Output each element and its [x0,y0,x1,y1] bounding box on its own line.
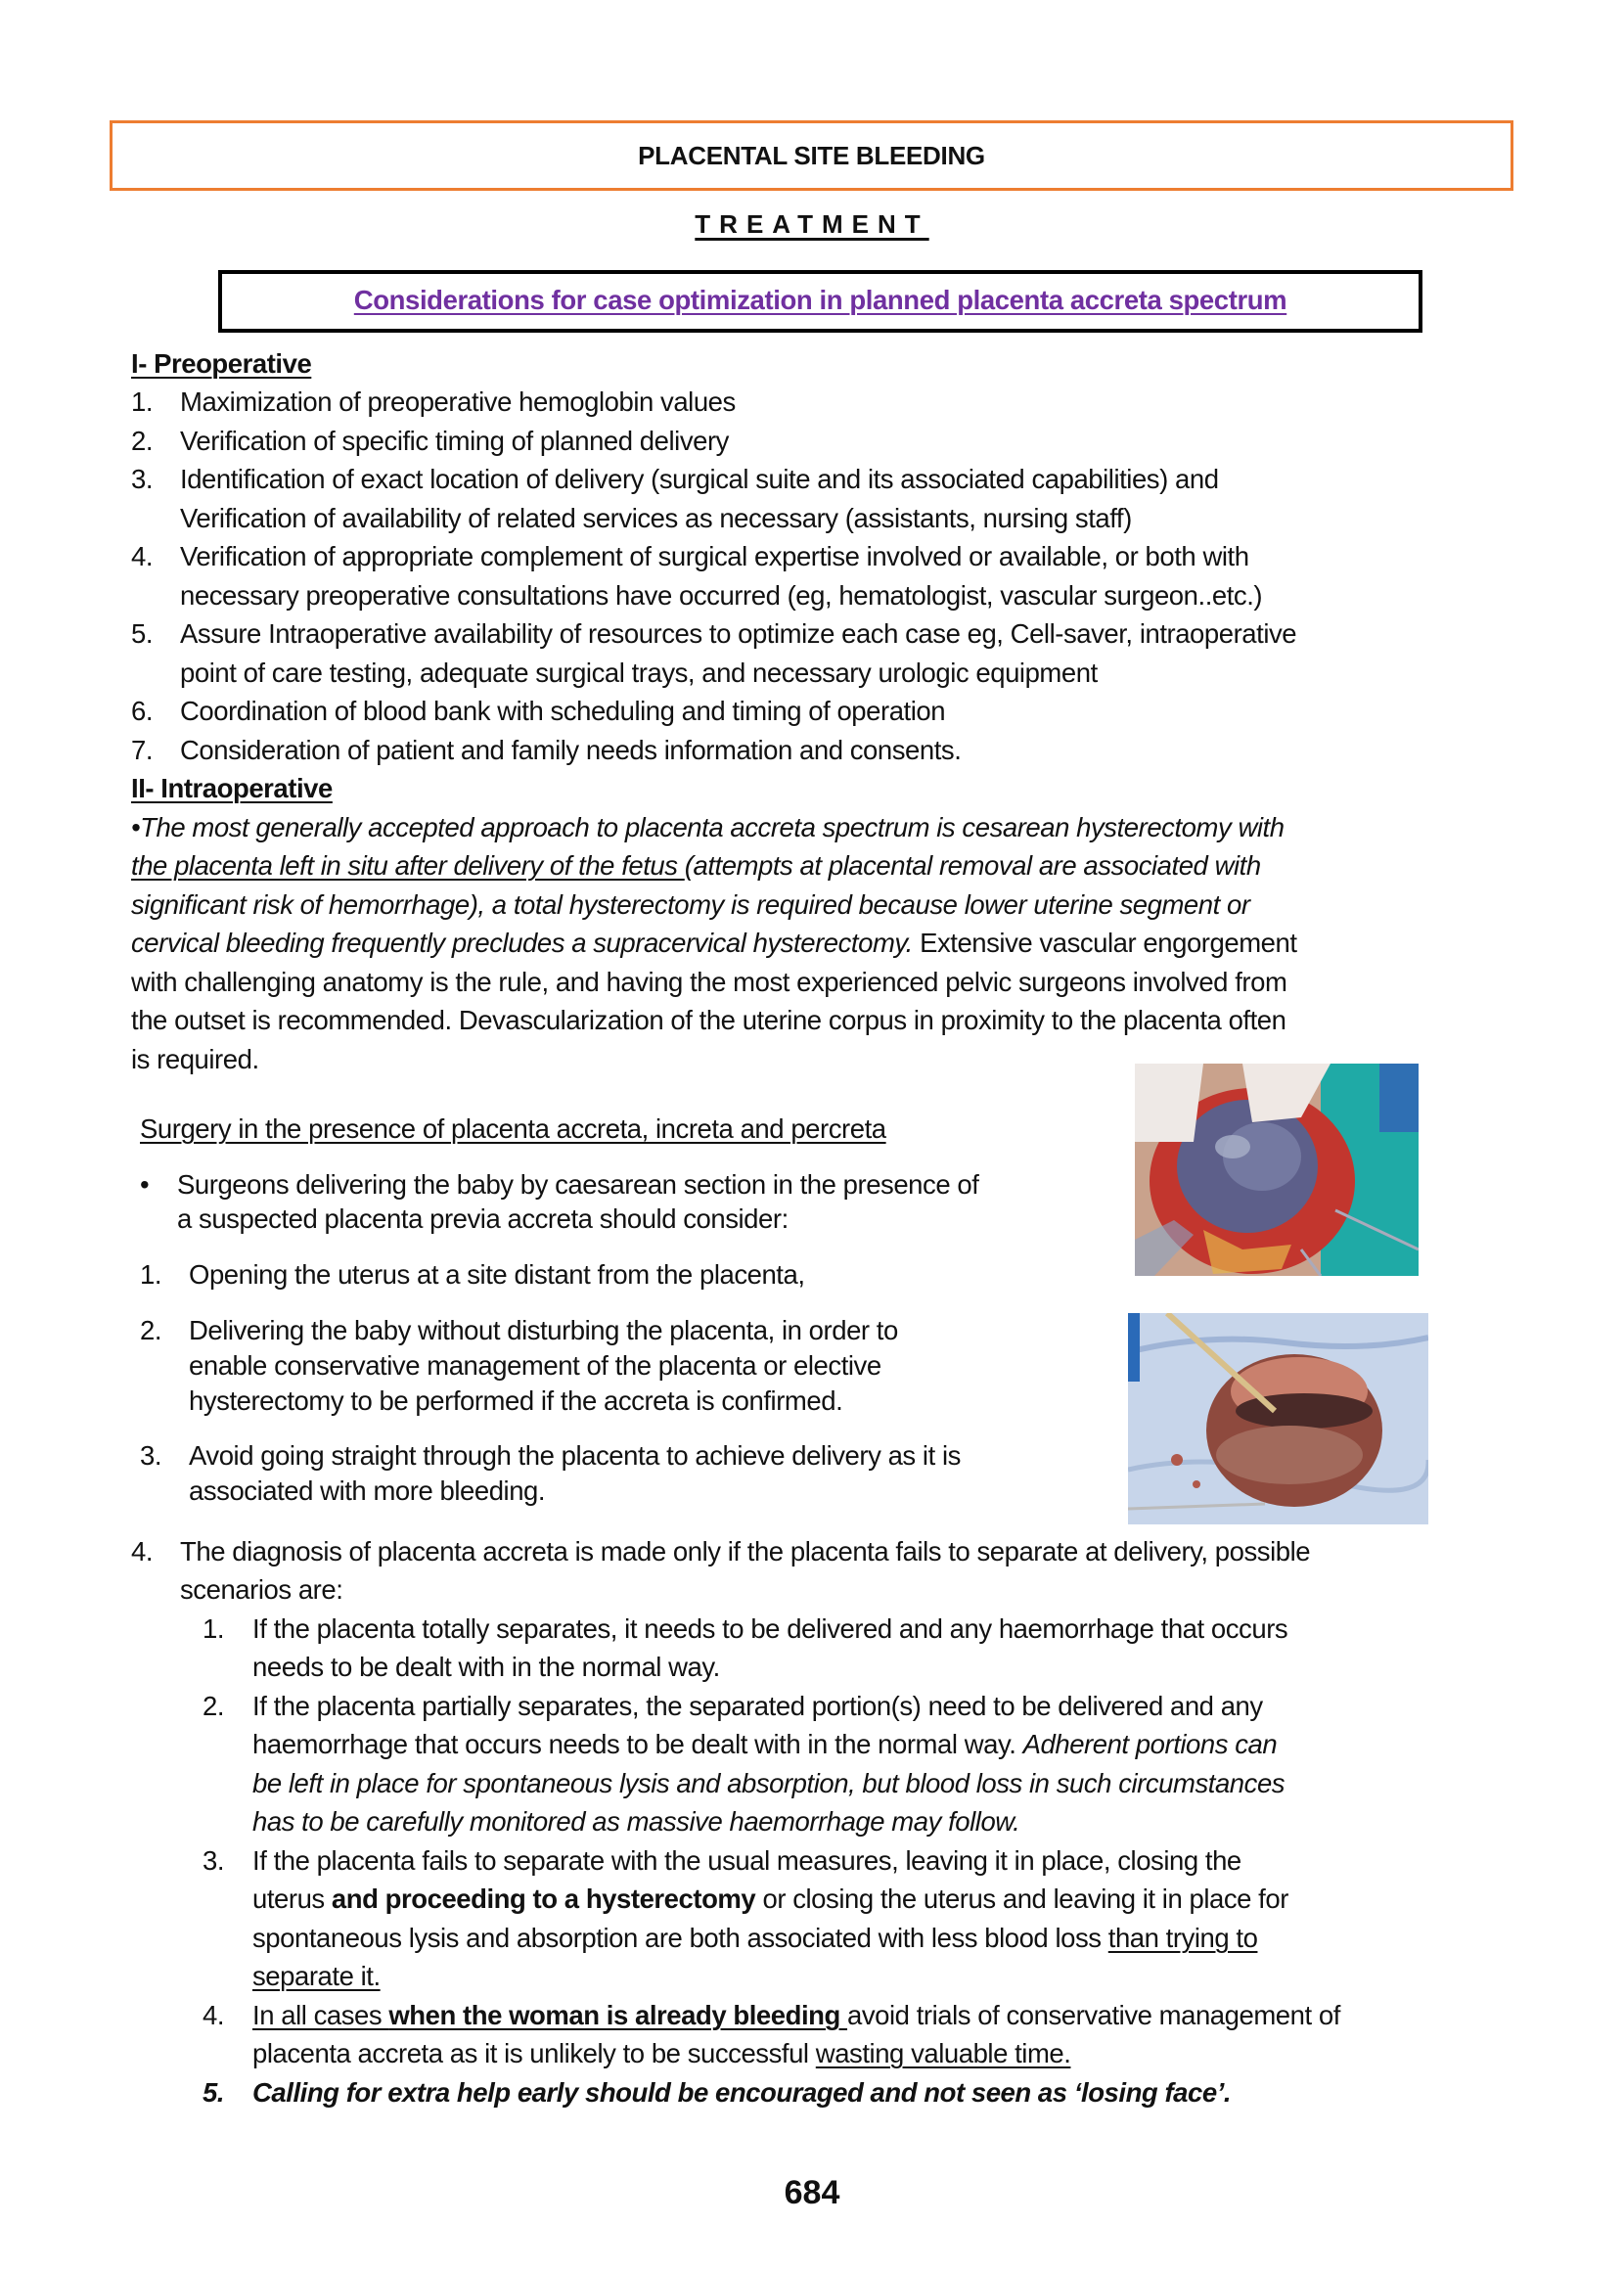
underlined-text: wasting valuable time. [815,2038,1071,2068]
paragraph-line: is required. [131,1044,259,1074]
scenario-number: 4. [203,2000,225,2030]
list-item-continuation: necessary preoperative consultations have occurred (eg, hematologist, vascular surgeon..etc.) [180,580,1263,611]
scenario-text: If the placenta partially separates, the separated portion(s) need to be delivered and any [252,1691,1263,1721]
surgery-subheading: Surgery in the presence of placenta accreta, increta and percreta [140,1113,886,1144]
list-item-continuation: Verification of availability of related services as necessary (assistants, nursing staff) [180,503,1132,533]
bullet-text: Surgeons delivering the baby by caesarean section in the presence of [177,1169,979,1200]
list-number: 1. [140,1259,162,1290]
list-item-continuation: enable conservative management of the placenta or elective [189,1350,881,1381]
scenario-text: has to be carefully monitored as massive haemorrhage may follow. [252,1806,1020,1837]
bullet-text: a suspected placenta previa accreta should consider: [177,1203,789,1234]
section-title-treatment: TREATMENT [695,209,929,239]
list-number: 2. [140,1315,162,1345]
page-number: 684 [784,2174,840,2211]
italic-phrase: cervical bleeding frequently precludes a supracervical hysterectomy. [131,928,913,958]
plain-text: spontaneous lysis and absorption are both associated with less blood loss [252,1923,1108,1953]
list-number: 2. [131,426,154,456]
paragraph-text: Extensive vascular engorgement [912,928,1297,958]
paragraph-line: with challenging anatomy is the rule, and having the most experienced pelvic surgeons involved from [131,967,1287,997]
list-number: 5. [131,618,154,649]
list-item: Delivering the baby without disturbing the placenta, in order to [189,1315,898,1345]
paragraph-line [131,846,1261,885]
scenario-text [252,1919,1257,1958]
scenario-text: needs to be dealt with in the normal way. [252,1652,720,1682]
scenario-number: 3. [203,1845,225,1876]
list-item: Assure Intraoperative availability of resources to optimize each case eg, Cell-saver, intraoperative [180,618,1297,649]
list-number: 7. [131,735,154,765]
scenario-number: 5. [203,2077,225,2108]
list-number: 3. [131,464,154,494]
scenario-text: Calling for extra help early should be encouraged and not seen as ‘losing face’. [252,2077,1232,2108]
intraoperative-heading: II- Intraoperative [131,773,333,803]
title-box [110,120,1513,191]
list-item: Maximization of preoperative hemoglobin values [180,386,736,417]
list-item-continuation: scenarios are: [180,1574,343,1605]
list-item: Opening the uterus at a site distant from the placenta, [189,1259,805,1290]
list-number: 4. [131,1536,154,1566]
uterus-photo-graphic [1135,1064,1419,1276]
list-item-continuation: associated with more bleeding. [189,1476,546,1506]
plain-text: or closing the uterus and leaving it in place for [755,1884,1288,1914]
italic-text: Adherent portions can [1022,1729,1278,1759]
list-item: Coordination of blood bank with scheduling and timing of operation [180,696,946,726]
surgical-photo-specimen [1128,1313,1428,1524]
plain-text: avoid trials of conservative management of [847,2000,1340,2030]
list-item: Avoid going straight through the placenta to achieve delivery as it is [189,1440,961,1471]
paragraph-line: significant risk of hemorrhage), a total hysterectomy is required because lower uterine segment or [131,889,1250,920]
scenario-text: If the placenta fails to separate with the usual measures, leaving it in place, closing the [252,1845,1241,1876]
paragraph-line: the outset is recommended. Devascularization of the uterine corpus in proximity to the placenta often [131,1005,1286,1035]
scenario-number: 2. [203,1691,225,1721]
scenario-text: separate it. [252,1961,381,1991]
list-number: 4. [131,541,154,571]
scenario-text [252,2034,1070,2073]
paragraph-line: •The most generally accepted approach to placenta accreta spectrum is cesarean hysterectomy with [131,812,1285,842]
bold-underlined-text: when the woman is already bleeding [388,2000,848,2030]
underlined-text: than trying to [1107,1923,1258,1953]
underlined-text: In all cases [252,2000,389,2030]
surgical-photo-uterus [1135,1064,1419,1276]
paragraph-text: (attempts at placental removal are associated with [684,850,1261,881]
list-item: Identification of exact location of delivery (surgical suite and its associated capabilities) and [180,464,1219,494]
considerations-box [218,270,1422,333]
list-item: Verification of appropriate complement of surgical expertise involved or available, or both with [180,541,1249,571]
list-item: The diagnosis of placenta accreta is made only if the placenta fails to separate at delivery, possible [180,1536,1311,1566]
specimen-photo-graphic [1128,1313,1428,1524]
list-item: Consideration of patient and family needs information and consents. [180,735,962,765]
scenario-text [252,1725,1277,1764]
page-title: PLACENTAL SITE BLEEDING [638,141,985,170]
plain-text: placenta accreta as it is unlikely to be successful [252,2038,816,2068]
scenario-text: If the placenta totally separates, it needs to be delivered and any haemorrhage that occurs [252,1613,1288,1644]
scenario-number: 1. [203,1613,225,1644]
considerations-heading: Considerations for case optimization in planned placenta accreta spectrum [353,285,1287,315]
list-item: Verification of specific timing of planned delivery [180,426,729,456]
paragraph-line [131,924,1297,963]
list-number: 3. [140,1440,162,1471]
bullet-icon: • [140,1169,150,1200]
plain-text: uterus [252,1884,332,1914]
list-item-continuation: point of care testing, adequate surgical trays, and necessary urologic equipment [180,658,1098,688]
preoperative-heading: I- Preoperative [131,348,312,379]
plain-text: haemorrhage that occurs needs to be dealt with in the normal way. [252,1729,1023,1759]
scenario-text: be left in place for spontaneous lysis and absorption, but blood loss in such circumstances [252,1768,1286,1798]
bold-text: and proceeding to a hysterectomy [331,1884,756,1914]
scenario-text [252,1996,1340,2035]
list-number: 1. [131,386,154,417]
list-number: 6. [131,696,154,726]
list-item-continuation: hysterectomy to be performed if the accreta is confirmed. [189,1385,843,1416]
underlined-phrase: the placenta left in situ after delivery of the fetus [131,850,685,881]
scenario-text [252,1880,1288,1919]
